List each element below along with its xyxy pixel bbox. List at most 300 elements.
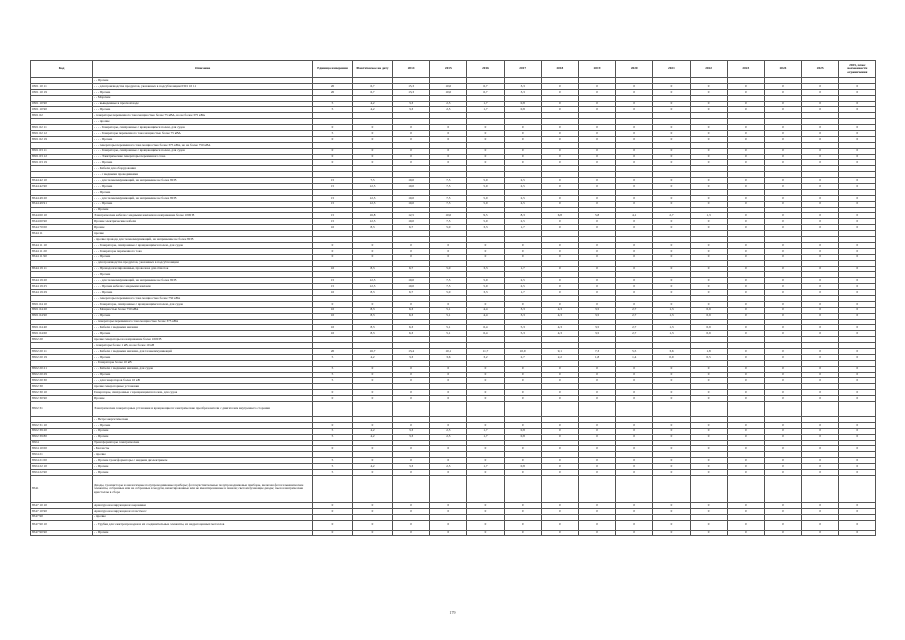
row-value: 0 (541, 178, 578, 184)
row-value: 0 (393, 242, 430, 248)
row-value: 10,0 (430, 89, 467, 95)
row-value: 0 (616, 178, 653, 184)
row-value: 0 (467, 378, 504, 384)
row-description: - генераторы более 1 кВ, но не более 10 кВ (93, 343, 313, 349)
row-value (727, 401, 764, 416)
row-value: 0 (393, 160, 430, 166)
row-value: 15 (313, 284, 353, 290)
row-value: 0 (541, 219, 578, 225)
row-code: 8544 19 20 (31, 278, 93, 284)
row-value: 0 (653, 160, 690, 166)
row-value: 3,3 (504, 307, 541, 313)
row-value: 0 (802, 83, 839, 89)
row-value: 0 (764, 348, 801, 354)
row-value: 0 (313, 254, 353, 260)
row-value: 0 (727, 428, 764, 434)
row-value: 0 (653, 254, 690, 260)
row-value: 1,4 (616, 354, 653, 360)
row-code: 8502 31 (31, 401, 93, 416)
row-value: 0 (839, 307, 876, 313)
row-value: 0 (802, 470, 839, 476)
row-value: 3,3 (393, 107, 430, 113)
row-description: - - Прочие (93, 470, 313, 476)
row-value: 7,5 (430, 201, 467, 207)
row-value: 0 (802, 290, 839, 296)
row-value: 0 (727, 219, 764, 225)
row-value: 0 (541, 248, 578, 254)
row-code: 8544 11 90 (31, 254, 93, 260)
row-value: 0 (541, 390, 578, 396)
row-value: 7,5 (430, 178, 467, 184)
column-header: 2022 (690, 61, 727, 78)
row-value: 0 (616, 219, 653, 225)
row-value: 0 (653, 458, 690, 464)
row-value: 0 (541, 266, 578, 272)
column-header: 2025, плюс возможности ограничения (839, 61, 876, 78)
row-value: 0 (430, 422, 467, 428)
row-value: 1,7 (504, 290, 541, 296)
row-value: 0 (541, 446, 578, 452)
row-value: 0 (802, 325, 839, 331)
row-value: 0 (727, 434, 764, 440)
row-value: 0 (578, 195, 615, 201)
row-description: - - - Генераторы, синхронные с вращающимся полем, для судов (93, 242, 313, 248)
row-value: 6,3 (393, 331, 430, 337)
row-value: 5 (313, 107, 353, 113)
row-value: 0 (653, 219, 690, 225)
row-value: 10,0 (393, 278, 430, 284)
row-value: 0 (839, 422, 876, 428)
row-value: 0 (764, 178, 801, 184)
row-description: - - - выведенные в пресной воде (93, 101, 313, 107)
row-value: 0 (653, 154, 690, 160)
row-value: 0 (313, 422, 353, 428)
row-code: 8544 49 20 (31, 195, 93, 201)
row-value: 0 (467, 520, 504, 530)
row-value: 0 (690, 396, 727, 402)
row-value: 5,1 (430, 331, 467, 337)
row-value: 0 (616, 184, 653, 190)
row-value: 3,5 (578, 331, 615, 337)
row-value: 0 (690, 530, 727, 536)
row-value: 0 (353, 390, 393, 396)
row-value: 8,3 (353, 325, 393, 331)
row-value: 0 (764, 89, 801, 95)
row-value (616, 475, 653, 502)
row-value: 0 (839, 148, 876, 154)
row-value: 0,9 (690, 325, 727, 331)
row-value: 0 (353, 131, 393, 137)
row-value: 0 (578, 266, 615, 272)
row-value: 0 (764, 278, 801, 284)
row-code: 8504 (31, 440, 93, 446)
row-value: 0 (653, 428, 690, 434)
row-value: 0 (504, 508, 541, 514)
row-value: 0 (353, 242, 393, 248)
row-value: 0 (393, 502, 430, 508)
row-value: 20 (313, 83, 353, 89)
row-value: 0 (653, 225, 690, 231)
row-value: 0 (690, 160, 727, 166)
row-description: - - - Прочие (93, 354, 313, 360)
row-value: 1,7 (467, 101, 504, 107)
row-value: 0 (727, 278, 764, 284)
row-value: 0 (839, 470, 876, 476)
row-value: 0 (353, 446, 393, 452)
row-value: 0 (467, 160, 504, 166)
row-value: 0 (504, 378, 541, 384)
row-value: 0 (541, 366, 578, 372)
row-value: 0 (802, 378, 839, 384)
row-value: 4,3 (541, 307, 578, 313)
row-value: 0 (467, 372, 504, 378)
row-value: 0 (802, 178, 839, 184)
row-code: 8541 (31, 475, 93, 502)
row-value: 10,0 (393, 178, 430, 184)
row-description: Прочие (93, 225, 313, 231)
row-value: 0 (353, 160, 393, 166)
row-value (393, 401, 430, 416)
row-value: 4,2 (353, 101, 393, 107)
row-value: 0 (616, 446, 653, 452)
row-value: 0 (353, 520, 393, 530)
row-value: 0 (541, 290, 578, 296)
row-value: 0 (541, 136, 578, 142)
row-value: 2,7 (616, 313, 653, 319)
row-value: 3,3 (393, 354, 430, 360)
row-value: 5 (313, 470, 353, 476)
row-value: 0 (653, 201, 690, 207)
row-value: 0 (616, 458, 653, 464)
row-value: 0 (690, 422, 727, 428)
row-value: 0 (839, 225, 876, 231)
row-value: 0 (430, 372, 467, 378)
row-value: 0 (353, 458, 393, 464)
row-value: 0 (430, 301, 467, 307)
row-value: 5 (313, 458, 353, 464)
row-value: 0 (467, 301, 504, 307)
row-value: 0 (802, 242, 839, 248)
row-value: 0 (393, 154, 430, 160)
row-description: - прочие (93, 452, 313, 458)
row-value: 3,2 (467, 354, 504, 360)
row-value: 0 (541, 131, 578, 137)
column-header: 2025 (802, 61, 839, 78)
row-value: 0 (690, 520, 727, 530)
row-code: 8502 30 90 (31, 396, 93, 402)
table-row (31, 475, 876, 502)
row-value: 0 (653, 131, 690, 137)
row-value: 0 (727, 148, 764, 154)
row-code: 8547 10 10 (31, 502, 93, 508)
row-description: Прочие электрические кабели (93, 219, 313, 225)
row-value: 0 (467, 470, 504, 476)
column-header: 2016 (467, 61, 504, 78)
row-value: 0 (764, 325, 801, 331)
row-value: 0 (802, 446, 839, 452)
row-value: 0 (690, 83, 727, 89)
row-value: 7,5 (430, 184, 467, 190)
row-description: - - - Прочие (93, 89, 313, 95)
table-header-row (31, 61, 876, 78)
row-value: 15 (313, 201, 353, 207)
row-value: 1,7 (467, 428, 504, 434)
row-value: 0 (839, 284, 876, 290)
row-value: 5,0 (467, 219, 504, 225)
row-value: 2,7 (616, 307, 653, 313)
column-header: Описание (93, 61, 313, 78)
row-value: 0 (764, 201, 801, 207)
row-value: 0 (353, 372, 393, 378)
row-value: 1,3 (653, 313, 690, 319)
row-value: 0 (802, 101, 839, 107)
row-value (802, 475, 839, 502)
row-value: 0 (578, 378, 615, 384)
row-value: 8,3 (353, 225, 393, 231)
row-value: 0 (467, 136, 504, 142)
row-value: 3,3 (467, 290, 504, 296)
row-value: 0 (504, 148, 541, 154)
column-header: Единица измерения (313, 61, 353, 78)
row-value: 2,5 (430, 428, 467, 434)
row-value: 0 (467, 530, 504, 536)
row-description: - - - прочие (93, 119, 313, 125)
row-value: 0 (541, 530, 578, 536)
row-value: 0 (839, 266, 876, 272)
row-value: 0 (690, 131, 727, 137)
row-description: - - генераторы переменного тока мощностью более 375 кВА (93, 319, 313, 325)
row-value: 0 (727, 354, 764, 360)
row-value: 0 (653, 446, 690, 452)
row-value: 0 (313, 530, 353, 536)
row-value: 0 (802, 195, 839, 201)
row-value: 0,8 (504, 101, 541, 107)
row-value: 0 (616, 470, 653, 476)
row-value: 13,4 (393, 348, 430, 354)
row-value: 0 (653, 290, 690, 296)
row-value: 0 (839, 434, 876, 440)
row-value: 0 (839, 242, 876, 248)
row-value: 4,2 (353, 107, 393, 113)
row-value: 5 (313, 372, 353, 378)
row-value: 0 (839, 301, 876, 307)
row-code: 8501 62 11 (31, 125, 93, 131)
row-value: 0 (616, 422, 653, 428)
row-description: прочие генераторные установки (93, 384, 313, 390)
row-value: 0 (690, 178, 727, 184)
row-value: 0,9 (690, 307, 727, 313)
row-value: 0 (313, 154, 353, 160)
row-value: 10 (313, 290, 353, 296)
row-value: 0 (727, 348, 764, 354)
row-description: - - - Прочие (93, 254, 313, 260)
tariff-table (30, 60, 876, 536)
table-row (31, 530, 876, 536)
row-value: 0 (839, 89, 876, 95)
row-value: 0 (653, 195, 690, 201)
row-value: 0 (578, 254, 615, 260)
row-value: 3,3 (393, 434, 430, 440)
row-value: 8,3 (353, 331, 393, 337)
row-value: 12,5 (353, 278, 393, 284)
row-value: 2,5 (504, 219, 541, 225)
row-value: 2,5 (430, 101, 467, 107)
row-value: 0 (727, 422, 764, 428)
row-description: - - для производства продуктов, указанных в подсубпозиции (93, 260, 313, 266)
row-code: 8501 62 (31, 113, 93, 119)
row-value: 8,3 (353, 290, 393, 296)
row-value: 0 (504, 458, 541, 464)
row-description: - - - Кабели с медными жилами, для судов (93, 366, 313, 372)
row-value: 9,5 (467, 213, 504, 219)
row-value: 0 (504, 396, 541, 402)
row-value: 0 (653, 266, 690, 272)
row-value: 0 (616, 131, 653, 137)
row-value: 5,3 (504, 331, 541, 337)
row-value: 0 (393, 136, 430, 142)
row-value: 0 (616, 248, 653, 254)
row-value: 0 (616, 83, 653, 89)
row-value: 1,3 (653, 325, 690, 331)
row-code: 8544 42 90 (31, 184, 93, 190)
row-value: 0 (393, 301, 430, 307)
row-value: 0 (839, 325, 876, 331)
row-description: - - - - для телекоммуникаций, на напряжение не более 80 В (93, 195, 313, 201)
row-value: 0 (393, 125, 430, 131)
row-value: 3,5 (578, 325, 615, 331)
row-value: 0 (839, 136, 876, 142)
row-value (541, 475, 578, 502)
row-value: 0 (653, 502, 690, 508)
row-code: 8544 60 90 (31, 219, 93, 225)
row-code: 0301 10 90 (31, 101, 93, 107)
row-value: 0 (616, 428, 653, 434)
row-value: 13,3 (393, 89, 430, 95)
row-value: 2,2 (541, 354, 578, 360)
row-value: 10,9 (504, 348, 541, 354)
row-value: 12,5 (353, 284, 393, 290)
row-code: 8502 31 10 (31, 422, 93, 428)
row-value: 0 (653, 434, 690, 440)
row-value: 0,9 (690, 313, 727, 319)
row-value (353, 401, 393, 416)
row-description: - - - - Прочие (93, 136, 313, 142)
row-value: 0 (578, 470, 615, 476)
row-code: 8502 30 10 (31, 390, 93, 396)
row-value: 2,5 (504, 278, 541, 284)
row-value: 2,7 (616, 331, 653, 337)
row-value: 0 (802, 160, 839, 166)
row-value: 0 (541, 470, 578, 476)
row-value: 0 (802, 428, 839, 434)
row-description: - - - - Прочие (93, 201, 313, 207)
row-value (504, 401, 541, 416)
row-value: 0 (313, 502, 353, 508)
row-code: 8501 63 11 (31, 148, 93, 154)
row-value: 0 (839, 195, 876, 201)
row-value: 0 (764, 125, 801, 131)
row-value: 0 (727, 464, 764, 470)
row-value: 0 (802, 89, 839, 95)
row-value: 0 (578, 284, 615, 290)
row-code: 8501 64 20 (31, 307, 93, 313)
row-value: 0 (764, 107, 801, 113)
row-value: 0 (393, 148, 430, 154)
row-value: 4,2 (353, 354, 393, 360)
row-value: 3,5 (578, 307, 615, 313)
row-value: 0 (616, 378, 653, 384)
row-value: 5,5 (616, 348, 653, 354)
row-value: 5,0 (430, 266, 467, 272)
row-value: 0 (727, 136, 764, 142)
row-value: 0 (430, 248, 467, 254)
row-value: 0 (764, 213, 801, 219)
column-header: 2017 (504, 61, 541, 78)
row-value: 0 (578, 154, 615, 160)
row-value: 0 (839, 201, 876, 207)
row-value: 0 (727, 131, 764, 137)
row-description: - - - Прочие (93, 372, 313, 378)
row-value: 0 (802, 422, 839, 428)
row-value: 0 (578, 422, 615, 428)
row-value: 0 (727, 184, 764, 190)
row-value: 3,3 (467, 266, 504, 272)
row-value: 0 (690, 254, 727, 260)
row-value: 0 (467, 366, 504, 372)
row-value: 0 (393, 131, 430, 137)
row-value: 7,5 (430, 284, 467, 290)
row-value: 0 (690, 446, 727, 452)
page-number: 179 (449, 610, 456, 615)
row-value: 6,3 (393, 313, 430, 319)
row-value: 0 (353, 136, 393, 142)
row-value: 0 (353, 470, 393, 476)
row-value: 0 (690, 136, 727, 142)
row-value: 0 (393, 378, 430, 384)
row-value: 1,8 (690, 348, 727, 354)
row-value: 0 (653, 464, 690, 470)
row-value: 0 (578, 464, 615, 470)
row-value: 0 (764, 372, 801, 378)
row-value: 0 (578, 225, 615, 231)
row-value: 0 (802, 307, 839, 313)
row-value: 0 (653, 242, 690, 248)
row-value: 0 (839, 219, 876, 225)
row-value: 0 (727, 366, 764, 372)
row-value: 0 (690, 195, 727, 201)
row-value: 12,5 (353, 201, 393, 207)
row-value: 0 (690, 148, 727, 154)
row-value: 0 (839, 508, 876, 514)
row-value: 0 (690, 378, 727, 384)
row-value: 0 (467, 242, 504, 248)
row-value: 0 (690, 508, 727, 514)
column-header: 2021 (653, 61, 690, 78)
row-value: 4,1 (616, 213, 653, 219)
row-code: 8544 19 25 (31, 284, 93, 290)
row-value: 0 (430, 366, 467, 372)
row-value: 0 (430, 254, 467, 260)
row-value: 0 (430, 530, 467, 536)
row-code: 0301 10 19 (31, 89, 93, 95)
row-value: 0 (578, 89, 615, 95)
row-value: 0 (653, 178, 690, 184)
row-value (764, 475, 801, 502)
row-value: 15 (313, 278, 353, 284)
row-value: 0 (430, 136, 467, 142)
row-value: 0 (764, 160, 801, 166)
row-value: 0 (802, 372, 839, 378)
